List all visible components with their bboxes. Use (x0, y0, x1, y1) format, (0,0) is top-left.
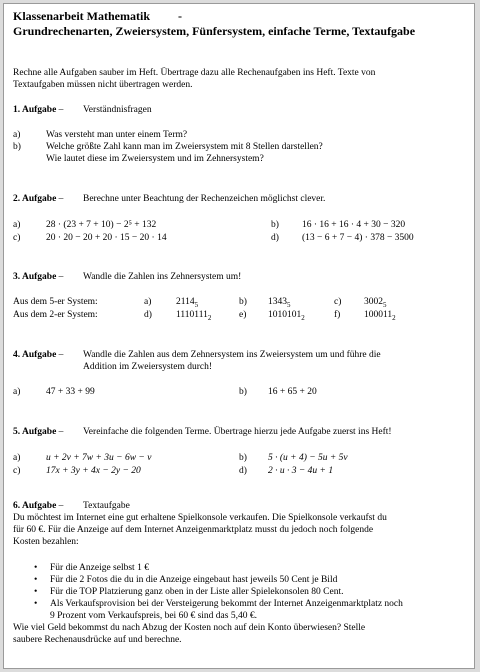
task6-bullet-4: • Als Verkaufsprovision bei der Versteigerung bekommt der Internet Anzeigenmarktplatz noch (50, 599, 403, 610)
title-line-1 (13, 9, 182, 23)
task5-header (13, 427, 63, 438)
task6-bullet-3: • Für die TOP Platzierung ganz oben in der Liste aller Spielekonsolen 80 Cent. (50, 587, 343, 598)
task5-expr-d: 2 · u · 3 − 4u + 1 (268, 466, 334, 476)
task2-label-b: b) (271, 220, 279, 230)
task3-row2-label: Aus dem 2-er System: (13, 310, 98, 320)
task4-header (13, 350, 63, 361)
task3-label-c: c) (334, 297, 342, 307)
task3-label-b: b) (239, 297, 247, 307)
task3-num-c-value: 3002 (364, 297, 383, 307)
task3-num-a-base: 5 (194, 300, 199, 309)
title-text: Klassenarbeit Mathematik (13, 9, 150, 23)
task5-expr-b: 5 · (u + 4) − 5u + 5v (268, 453, 348, 463)
task3-label-a: a) (144, 297, 152, 307)
task1-item-b: Welche größte Zahl kann man im Zweiersystem mit 8 Stellen darstellen? (46, 142, 323, 152)
task3-num-b-base: 5 (287, 300, 291, 309)
task2-label-a: a) (13, 220, 21, 230)
task6-text-line-2: für 60 €. Für die Anzeige auf dem Internet Anzeigenmarktplatz musst du jedoch noch folgende (13, 525, 374, 535)
task3-heading: 3. Aufgabe (13, 272, 57, 282)
task2-expr-c: 20 · 20 − 20 + 20 · 15 − 20 · 14 (46, 233, 167, 243)
task3-num-b (268, 297, 291, 311)
task3-label-f: f) (334, 310, 341, 320)
task4-title-line-1: Wandle die Zahlen aus dem Zehnersystem ins Zweiersystem um und führe die (83, 350, 381, 360)
task3-num-f (364, 310, 396, 324)
task5-label-b: b) (239, 453, 247, 463)
task3-num-a-value: 2114 (176, 297, 195, 307)
task1-label-b: b) (13, 142, 21, 152)
worksheet-page (3, 3, 475, 669)
task3-num-d-base: 2 (207, 313, 212, 322)
task5-expr-a: u + 2v + 7w + 3u − 6w − v (46, 453, 152, 463)
task4-title-line-2: Addition im Zweiersystem durch! (83, 362, 213, 372)
task3-header (13, 272, 63, 283)
task6-text-line-1: Du möchtest im Internet eine gut erhaltene Spielkonsole verkaufen. Die Spielkonsole verkaufst du (13, 513, 387, 523)
task2-label-d: d) (271, 233, 279, 243)
task3-num-f-value: 100011 (364, 310, 393, 320)
task3-title: Wandle die Zahlen ins Zehnersystem um! (83, 272, 242, 282)
task6-bullet-2: • Für die 2 Fotos die du in die Anzeige eingebaut hast jeweils 50 Cent je Bild (50, 575, 337, 586)
task2-label-c: c) (13, 233, 21, 243)
task1-item-a: Was versteht man unter einem Term? (46, 130, 188, 140)
task1-heading: 1. Aufgabe (13, 105, 57, 115)
task3-row1-label: Aus dem 5-er System: (13, 297, 98, 307)
task5-heading: 5. Aufgabe (13, 427, 57, 437)
task3-num-e (268, 310, 305, 324)
task2-heading: 2. Aufgabe (13, 194, 57, 204)
task4-expr-b: 16 + 65 + 20 (268, 387, 317, 397)
task5-label-a: a) (13, 453, 21, 463)
task2-header (13, 194, 63, 205)
task6-heading: 6. Aufgabe (13, 501, 57, 511)
task6-bullet-1: • Für die Anzeige selbst 1 € (50, 563, 149, 574)
task4-dash: – (58, 350, 64, 360)
task3-num-a (176, 297, 198, 311)
task6-question-line-2: saubere Rechenausdrücke auf und berechne. (13, 635, 182, 645)
task3-num-d (176, 310, 211, 324)
task3-dash: – (58, 272, 64, 282)
title-dash: - (178, 9, 182, 23)
task3-num-e-value: 1010101 (268, 310, 302, 320)
task3-num-e-base: 2 (301, 313, 305, 322)
task3-num-f-base: 2 (392, 313, 396, 322)
task5-dash: – (58, 427, 64, 437)
task1-header (13, 105, 63, 116)
task2-expr-b: 16 · 16 + 16 · 4 + 30 − 320 (302, 220, 406, 230)
task5-expr-c: 17x + 3y + 4x − 2y − 20 (46, 466, 141, 476)
task2-dash: – (58, 194, 64, 204)
intro-line-1: Rechne alle Aufgaben sauber im Heft. Übertrage dazu alle Rechenaufgaben ins Heft. Texte von (13, 68, 376, 78)
task5-title: Vereinfache die folgenden Terme. Übertrage hierzu jede Aufgabe zuerst ins Heft! (83, 427, 392, 437)
task1-label-a: a) (13, 130, 21, 140)
task3-label-d: d) (144, 310, 152, 320)
task4-label-a: a) (13, 387, 21, 397)
title-line-2: Grundrechenarten, Zweiersystem, Fünfersystem, einfache Terme, Textaufgabe (13, 24, 416, 38)
task6-header (13, 501, 63, 512)
task1-dash: – (58, 105, 64, 115)
intro-line-2: Textaufgaben müssen nicht übertragen werden. (13, 80, 193, 90)
task6-question-line-1: Wie viel Geld bekommst du nach Abzug der Kosten noch auf dein Konto überwiesen? Stelle (13, 623, 366, 633)
task6-bullet-4-cont: 9 Prozent vom Verkaufspreis, bei 60 € sind das 5,40 €. (50, 611, 257, 621)
task6-text-line-3: Kosten bezahlen: (13, 537, 79, 547)
task1-item-b2: Wie lautet diese im Zweiersystem und im Zehnersystem? (46, 154, 264, 164)
task2-expr-d: (13 − 6 + 7 − 4) · 378 − 3500 (302, 233, 414, 243)
task1-title: Verständnisfragen (83, 105, 152, 115)
task4-heading: 4. Aufgabe (13, 350, 57, 360)
task5-label-c: c) (13, 466, 21, 476)
task3-num-c-base: 5 (383, 300, 387, 309)
task6-dash: – (58, 501, 64, 511)
task5-label-d: d) (239, 466, 247, 476)
task2-title: Berechne unter Beachtung der Rechenzeichen möglichst clever. (83, 194, 326, 204)
task2-expr-a: 28 · (23 + 7 + 10) − 2⁵ + 132 (46, 220, 157, 230)
task3-num-c (364, 297, 387, 311)
task3-num-b-value: 1343 (268, 297, 287, 307)
task4-label-b: b) (239, 387, 247, 397)
task3-label-e: e) (239, 310, 247, 320)
task3-num-d-value: 1110111 (176, 310, 208, 320)
task4-expr-a: 47 + 33 + 99 (46, 387, 95, 397)
task6-title: Textaufgabe (83, 501, 130, 511)
